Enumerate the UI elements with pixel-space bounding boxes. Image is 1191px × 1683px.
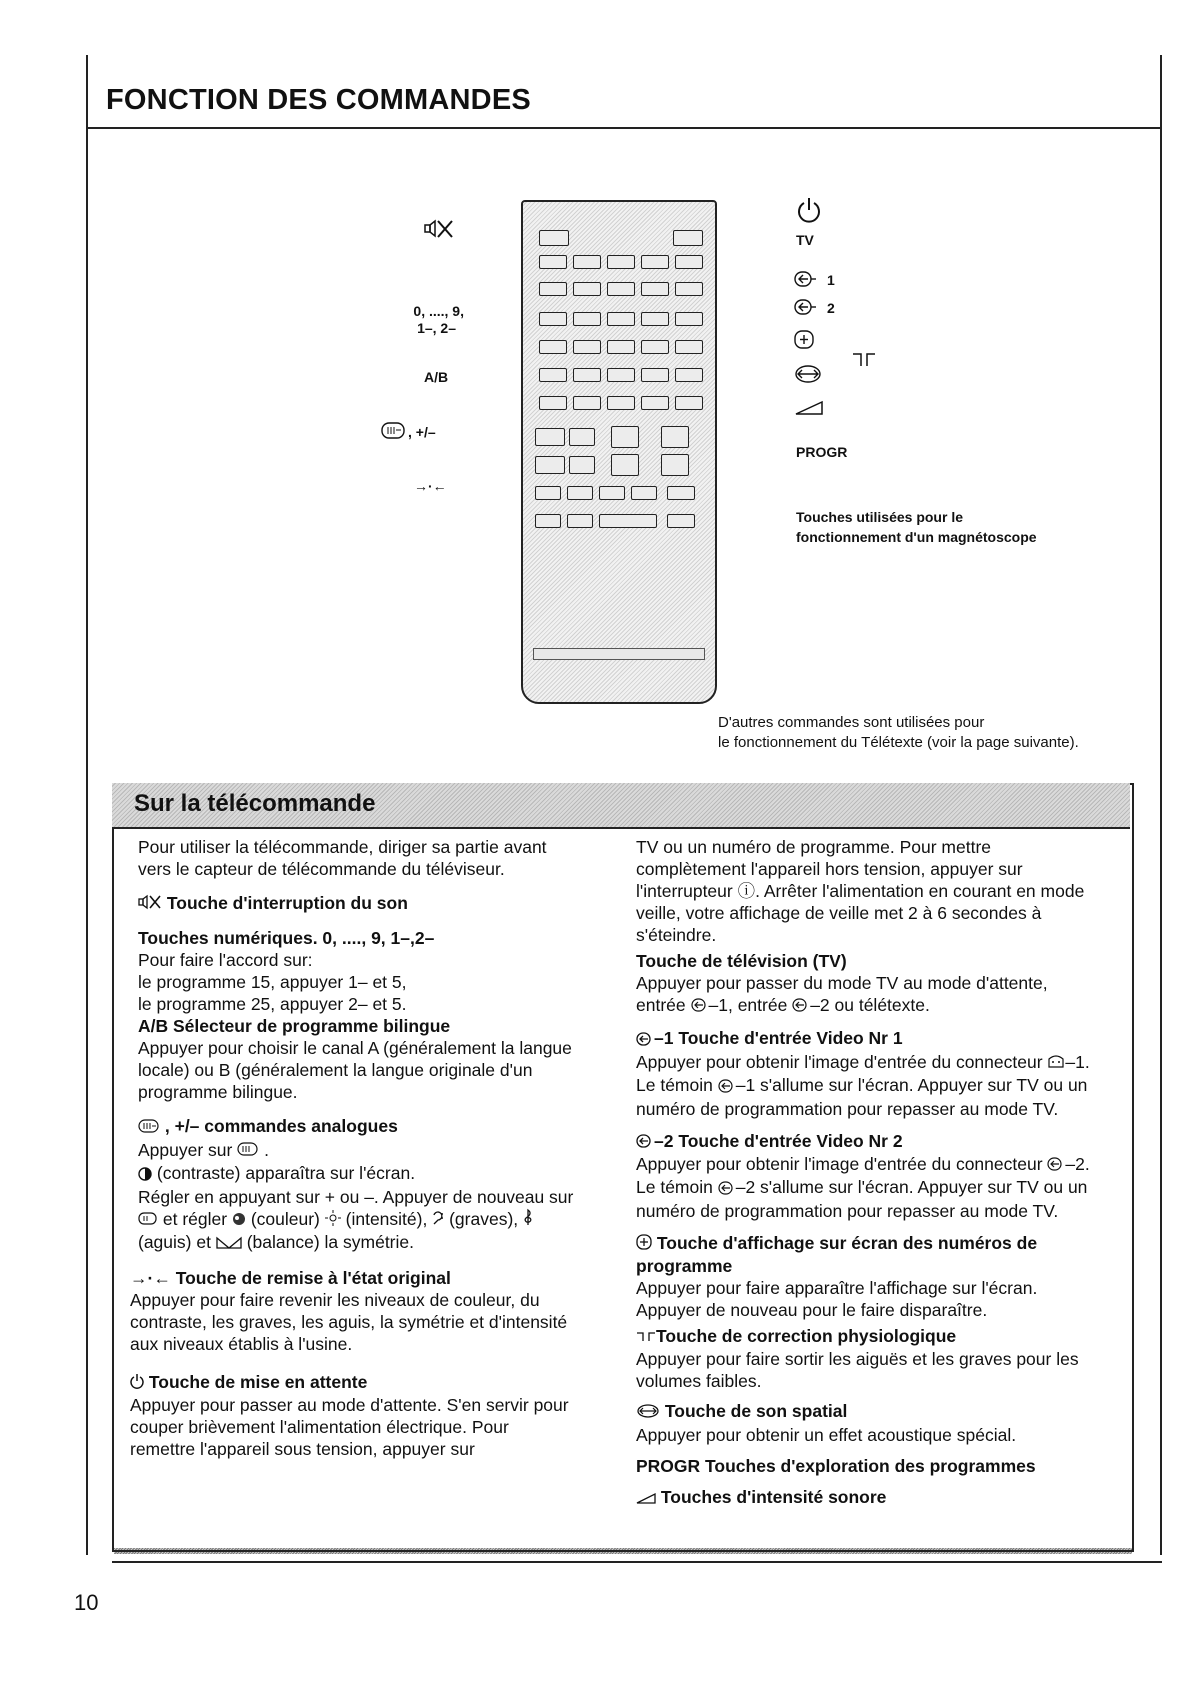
ab-heading: A/B Sélecteur de programme bilingue: [138, 1016, 451, 1037]
loudness-text: Appuyer pour faire sortir les aiguës et les graves pour les volumes faibles.: [636, 1349, 1079, 1392]
remote-slot: [533, 648, 705, 660]
analog-heading: [138, 1115, 578, 1138]
analog-heading-text: , +/– commandes analogues: [164, 1116, 398, 1137]
analog-text-3: Régler en appuyant sur + ou –. Appuyer de nouveau sur: [138, 1186, 574, 1207]
remote-key[interactable]: [573, 255, 601, 269]
remote-key[interactable]: [675, 368, 703, 382]
spatial-heading-text: Touche de son spatial: [664, 1401, 848, 1422]
teletext-note: [718, 713, 1079, 753]
loudness-heading: [636, 1325, 1098, 1348]
color-icon: [232, 1209, 246, 1231]
vcr-caption-line1: Touches utilisées pour le: [796, 509, 964, 525]
ext1-text: [636, 1051, 1098, 1120]
spatial-text: Appuyer pour obtenir un effet acoustique spécial.: [636, 1424, 1017, 1445]
tv-text-3: –2 ou télétexte.: [810, 995, 930, 1015]
remote-key[interactable]: [607, 282, 635, 296]
teletext-note-line1: D'autres commandes sont utilisées pour: [718, 714, 985, 731]
ext-icon: [636, 1029, 654, 1051]
loudness-icon: [852, 352, 876, 373]
loudness-icon: [636, 1326, 656, 1348]
remote-key[interactable]: [607, 255, 635, 269]
vcr-rewind-key[interactable]: [567, 486, 593, 500]
ext-icon: [718, 1178, 736, 1200]
analog-key[interactable]: [535, 428, 565, 446]
page-frame-left: [86, 55, 88, 1555]
remote-key[interactable]: [539, 396, 567, 410]
spatial-heading: [636, 1400, 1098, 1423]
osd-heading: [636, 1232, 1098, 1277]
ext1-text-1: Appuyer pour obtenir l'image d'entrée du connecteur: [636, 1051, 1043, 1072]
standby-icon: [796, 196, 822, 229]
vcr-caption-line2: fonctionnement d'un magnétoscope: [796, 529, 1037, 545]
ext1-heading: [636, 1027, 1098, 1050]
osd-icon: [794, 330, 816, 355]
ab-text: Appuyer pour choisir le canal A (généralement la langue locale) ou B (généralement la langue originale d'un programme bilingue.: [138, 1038, 572, 1103]
remote-key[interactable]: [675, 312, 703, 326]
reset-label: →·←: [414, 478, 447, 494]
standby-heading-text: Touche de mise en attente: [148, 1371, 368, 1392]
analog-text-1: Appuyer sur: [138, 1139, 233, 1160]
page-title: FONCTION DES COMMANDES: [106, 84, 531, 116]
contrast-icon: [138, 1164, 152, 1186]
minus-key[interactable]: [661, 454, 689, 476]
vcr-caption: [796, 507, 1037, 547]
ext1-text-2: –1. Le témoin: [636, 1051, 1090, 1096]
intro-text: Pour utiliser la télécommande, diriger sa partie avant vers le capteur de télécommande du téléviseur.: [138, 837, 547, 879]
remote-key[interactable]: [675, 255, 703, 269]
osd-icon: [636, 1233, 652, 1255]
ext1-text-3: –1 s'allume sur l'écran. Appuyer sur TV ou un numéro de programmation pour repasser au mode TV.: [636, 1075, 1088, 1119]
analog-text-b: [138, 1162, 578, 1185]
standby-heading: [130, 1371, 578, 1394]
standby-icon: [130, 1372, 144, 1394]
mute-icon: [424, 218, 454, 245]
mute-icon: [138, 893, 162, 915]
digits-heading: Touches numériques. 0, ...., 9, 1–,2–: [138, 928, 435, 949]
analog-text-8: (aguis) et: [138, 1232, 211, 1253]
ext2-label: 2: [827, 300, 835, 316]
progr-heading: PROGR Touches d'exploration des programmes: [636, 1455, 1036, 1476]
ext-icon: [792, 995, 810, 1017]
digits-label-1: 0, ...., 9,: [413, 303, 464, 319]
analog-text-c: [138, 1186, 578, 1255]
ext2-text-2: –2. Le témoin: [636, 1153, 1090, 1198]
plus-key[interactable]: [661, 426, 689, 448]
section-title: Sur la télécommande: [134, 790, 376, 817]
title-rule: [88, 127, 1160, 129]
standby-text: Appuyer pour passer au mode d'attente. S'en servir pour couper brièvement l'alimentation électrique. Pour remettre l'appareil sous tension, appuyer sur: [130, 1395, 569, 1460]
remote-key[interactable]: [641, 340, 669, 354]
vcr-pause-key[interactable]: [667, 514, 695, 528]
vcr-key[interactable]: [667, 486, 695, 500]
analog-icon: [237, 1140, 259, 1162]
brightness-icon: [325, 1209, 341, 1231]
digits-text-2: le programme 15, appuyer 1– et 5,: [138, 972, 407, 993]
mute-heading-text: Touche d'interruption du son: [166, 893, 408, 913]
remote-key[interactable]: [607, 396, 635, 410]
volume-icon: [794, 400, 824, 421]
mute-button[interactable]: [539, 230, 569, 246]
remote-key[interactable]: [539, 340, 567, 354]
bass-clef-icon: [432, 1209, 444, 1231]
power-button[interactable]: [673, 230, 703, 246]
spatial-sound-icon: [794, 364, 822, 389]
loudness-heading-text: Touche de correction physiologique: [656, 1326, 957, 1346]
vcr-stop-key[interactable]: [567, 514, 593, 528]
ext2-heading-text: –2 Touche d'entrée Video Nr 2: [654, 1130, 903, 1151]
left-column: [130, 836, 578, 1460]
ext-icon: [718, 1076, 736, 1098]
analog-text-2: (contraste) apparaîtra sur l'écran.: [156, 1163, 416, 1184]
plus-key[interactable]: [611, 426, 639, 448]
ext-icon: [691, 995, 709, 1017]
digits-text-1: Pour faire l'accord sur:: [138, 950, 313, 971]
plus-key[interactable]: [569, 428, 595, 446]
remote-key[interactable]: [641, 255, 669, 269]
remote-key[interactable]: [641, 312, 669, 326]
vcr-forward-key[interactable]: [631, 486, 657, 500]
ext1-heading-text: –1 Touche d'entrée Video Nr 1: [654, 1028, 903, 1049]
ext1-label: 1: [827, 272, 835, 288]
remote-key[interactable]: [641, 368, 669, 382]
remote-key[interactable]: [641, 396, 669, 410]
remote-key[interactable]: [641, 282, 669, 296]
remote-key[interactable]: [539, 255, 567, 269]
bottom-rule: [112, 1561, 1162, 1563]
remote-key[interactable]: [607, 312, 635, 326]
ext-icon: [1047, 1154, 1065, 1176]
remote-key[interactable]: [573, 340, 601, 354]
osd-text: Appuyer pour faire apparaître l'affichage sur l'écran. Appuyer de nouveau pour le faire disparaître.: [636, 1278, 1038, 1320]
vcr-key[interactable]: [599, 514, 657, 528]
remote-key[interactable]: [573, 368, 601, 382]
teletext-note-line2: le fonctionnement du Télétexte (voir la page suivante).: [718, 734, 1079, 751]
analog-text-6: (intensité),: [345, 1208, 428, 1229]
digits-label-2: 1–, 2–: [417, 320, 456, 336]
ab-label: A/B: [424, 369, 449, 385]
ext2-icon: [794, 298, 816, 321]
treble-clef-icon: [523, 1208, 533, 1231]
page-frame-right: [1160, 55, 1162, 1555]
tv-text-2: –1, entrée: [708, 995, 788, 1015]
remote-key[interactable]: [539, 282, 567, 296]
reset-heading: →·← Touche de remise à l'état original: [130, 1267, 451, 1288]
standby-cont-text: TV ou un numéro de programme. Pour mettre complètement l'appareil hors tension, appuyer sur l'interrupteur ⓘ. Arrêter l'alimentation en courant en mode veille, votre affichage de veille met 2 à 6 secondes à s'éteindre.: [636, 837, 1085, 945]
remote-key[interactable]: [573, 396, 601, 410]
remote-key[interactable]: [675, 282, 703, 296]
analog-text-7: (graves),: [449, 1208, 519, 1229]
volume-heading-text: Touches d'intensité sonore: [660, 1486, 887, 1507]
mute-heading: [138, 892, 578, 915]
minus-key[interactable]: [611, 454, 639, 476]
vcr-key[interactable]: [535, 486, 561, 500]
balance-icon: [216, 1233, 242, 1255]
remote-key[interactable]: [675, 396, 703, 410]
reset-key[interactable]: [535, 456, 565, 474]
volume-heading: [636, 1486, 1098, 1509]
remote-key[interactable]: [573, 282, 601, 296]
tv-label: TV: [796, 232, 814, 248]
analog-text-9: (balance) la symétrie.: [246, 1232, 414, 1253]
analog-text-4: et régler: [162, 1208, 228, 1229]
scart-icon: [1047, 1052, 1065, 1074]
remote-key[interactable]: [573, 312, 601, 326]
vcr-key[interactable]: [535, 514, 561, 528]
osd-heading-text: Touche d'affichage sur écran des numéros de programme: [636, 1232, 1038, 1276]
vcr-play-key[interactable]: [599, 486, 625, 500]
tv-text-1: Appuyer pour passer du mode TV au mode d'attente, entrée: [636, 973, 1048, 1015]
ext2-heading: [636, 1130, 1098, 1153]
tv-heading: Touche de télévision (TV): [636, 951, 847, 971]
tv-text: [636, 972, 1098, 1017]
remote-key[interactable]: [539, 312, 567, 326]
volume-icon: [636, 1487, 656, 1509]
analog-icon: [138, 1117, 160, 1139]
analog-label: , +/–: [408, 424, 436, 440]
ext2-text-1: Appuyer pour obtenir l'image d'entrée du connecteur: [636, 1153, 1043, 1174]
remote-key[interactable]: [607, 340, 635, 354]
analog-icon: [138, 1209, 158, 1231]
remote-key[interactable]: [607, 368, 635, 382]
reset-text: Appuyer pour faire revenir les niveaux de couleur, du contraste, les graves, les aguis, la symétrie et d'intensité aux niveaux établis à l'usine.: [130, 1289, 568, 1354]
spatial-sound-icon: [636, 1402, 660, 1424]
ext-icon: [636, 1131, 654, 1153]
remote-control: [521, 200, 717, 704]
analog-text-5: (couleur): [250, 1208, 320, 1229]
page-number: 10: [74, 1590, 99, 1615]
remote-key[interactable]: [675, 340, 703, 354]
minus-key[interactable]: [569, 456, 595, 474]
progr-label: PROGR: [796, 444, 848, 460]
analog-text-a: Appuyer sur .: [138, 1139, 578, 1162]
ext2-text: [636, 1153, 1098, 1222]
digits-text-3: le programme 25, appuyer 2– et 5.: [138, 994, 407, 1015]
right-column: [636, 836, 1098, 1509]
analog-icon: [381, 421, 407, 446]
ext2-text-3: –2 s'allume sur l'écran. Appuyer sur TV ou un numéro de programmation pour repasser au mode TV.: [636, 1177, 1088, 1221]
ext1-icon: [794, 270, 816, 293]
remote-key[interactable]: [539, 368, 567, 382]
